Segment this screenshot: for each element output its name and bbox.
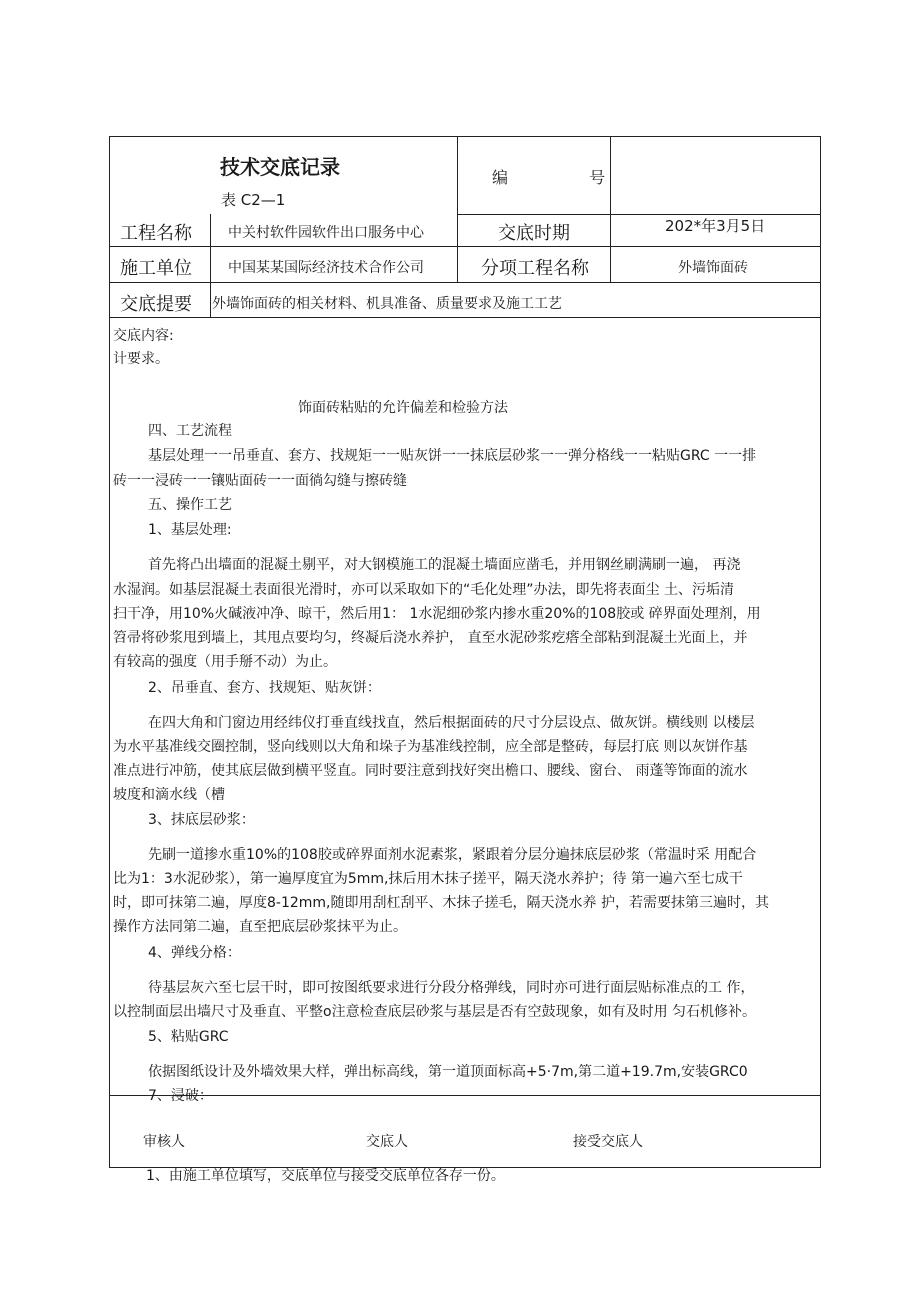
content-line: 1、基层处理: xyxy=(148,522,232,538)
content-line: 扫干净，用10%火碱液冲净、晾干，然后用1： 1水泥细砂浆内掺水重20%的108胶或 碎界面处理剂，用 xyxy=(113,606,761,622)
sub-project-label: 分项工程名称 xyxy=(481,258,589,279)
content-line: 3、抹底层砂浆： xyxy=(148,812,255,828)
content-line: 笤帚将砂浆甩到墙上，其甩点要均匀，终凝后浇水养护， 直至水泥砂浆疙瘩全部粘到混凝土光面上，并 xyxy=(113,630,748,646)
receiver-label: 接受交底人 xyxy=(573,1134,643,1150)
content-line: 7、浸破： xyxy=(148,1088,213,1104)
discloser-label: 交底人 xyxy=(366,1134,408,1150)
rule-label-col xyxy=(210,214,211,318)
content-line: 有较高的强度（用手掰不动）为止。 xyxy=(113,654,337,670)
content-line: 为水平基准线交圈控制，竖向线则以大角和垛子为基准线控制，应全部是整砖，每层打底 则以灰饼作基 xyxy=(113,739,748,755)
sub-project-value: 外墙饰面砖 xyxy=(678,260,748,276)
content-line: 计要求。 xyxy=(113,351,169,367)
rule-signatures xyxy=(110,1095,820,1096)
content-line: 时，即可抹第二遍，厚度8-12mm,随即用刮杠刮平、木抹子搓毛，隔天浇水养 护，若需要抹第三遍时，其 xyxy=(113,895,769,911)
technical-disclosure-form xyxy=(109,136,821,1168)
rule-right-col xyxy=(610,137,611,282)
reviewer-label: 审核人 xyxy=(143,1134,185,1150)
rule-mid-col xyxy=(457,137,458,282)
project-name-value: 中关村软件园软件出口服务中心 xyxy=(228,225,424,241)
content-line: 依据图纸设计及外墙效果大样，弹出标高线，第一道顶面标高+5·7m,第二道+19.7m,安装GRC0 xyxy=(148,1064,748,1080)
rule-project xyxy=(110,246,820,247)
rule-unit xyxy=(110,282,820,283)
content-line: 五、操作工艺 xyxy=(148,497,232,513)
content-line: 坡度和滴水线（槽 xyxy=(113,787,225,803)
summary-value: 外墙饰面砖的相关材料、机具准备、质量要求及施工工艺 xyxy=(212,296,562,312)
content-line: 5、粘贴GRC xyxy=(148,1029,229,1045)
content-line: 操作方法同第二遍，直至把底层砂浆抹平为止。 xyxy=(113,919,407,935)
content-line: 砖一一浸砖一一镶贴面砖一一面徜勾缝与擦砖缝 xyxy=(113,473,407,489)
content-line: 4、弹线分格： xyxy=(148,945,241,961)
content-line: 2、吊垂直、套方、找规矩、贴灰饼： xyxy=(148,680,381,696)
unit-value: 中国某某国际经济技术合作公司 xyxy=(228,260,424,276)
summary-label: 交底提要 xyxy=(120,294,192,315)
form-title: 技术交底记录 xyxy=(220,155,340,179)
content-line: 先刷一道掺水重10%的108胶或碎界面剂水泥素浆，紧跟着分层分遍抹底层砂浆（常温时采 用配合 xyxy=(148,847,757,863)
date-value: 202*年3月5日 xyxy=(665,217,766,235)
unit-label: 施工单位 xyxy=(120,258,192,279)
content-line: 水湿润。如基层混凝土表面很光滑时，亦可以采取如下的“毛化处理”办法，即先将表面尘 土、污垢清 xyxy=(113,582,734,598)
footnote: 1、由施工单位填写，交底单位与接受交底单位各存一份。 xyxy=(146,1168,505,1184)
content-line: 四、工艺流程 xyxy=(148,423,232,439)
content-line: 准点进行冲筋，使其底层做到横平竖直。同时要注意到找好突出檐口、腰线、窗台、 雨蓬等饰面的流水 xyxy=(113,763,748,779)
number-label: 编 号 xyxy=(492,168,644,187)
project-name-label: 工程名称 xyxy=(120,223,192,244)
rule-summary xyxy=(110,317,820,318)
content-line: 比为1：3水泥砂浆），第一遍厚度宜为5mm,抹后用木抹子搓平，隔天浇水养护；待 第一遍六至七成干 xyxy=(113,871,743,887)
content-line: 在四大角和门窗边用经纬仪打垂直线找直，然后根据面砖的尺寸分层设点、做灰饼。横线则 以楼层 xyxy=(148,715,755,731)
content-line: 以控制面层出墙尺寸及垂直、平整o注意检查底层砂浆与基层是否有空鼓现象，如有及时用 匀石机修补。 xyxy=(113,1004,757,1020)
rule-header xyxy=(457,214,820,215)
content-line: 首先将凸出墙面的混凝土剔平，对大钢模施工的混凝土墙面应凿毛，并用钢丝刷满刷一遍， 再浇 xyxy=(148,557,741,573)
content-line: 基层处理一一吊垂直、套方、找规矩一一贴灰饼一一抹底层砂浆一一弹分格线一一粘贴GRC 一一排 xyxy=(148,448,757,464)
content-subtitle: 饰面砖粘贴的允许偏差和检验方法 xyxy=(298,400,508,416)
content-label: 交底内容: xyxy=(113,328,174,344)
date-label: 交底时期 xyxy=(498,223,570,244)
content-line: 待基层灰六至七层干时，即可按图纸要求进行分段分格弹线，同时亦可进行面层贴标准点的工 作， xyxy=(148,980,755,996)
form-code: 表 C2—1 xyxy=(221,191,286,209)
